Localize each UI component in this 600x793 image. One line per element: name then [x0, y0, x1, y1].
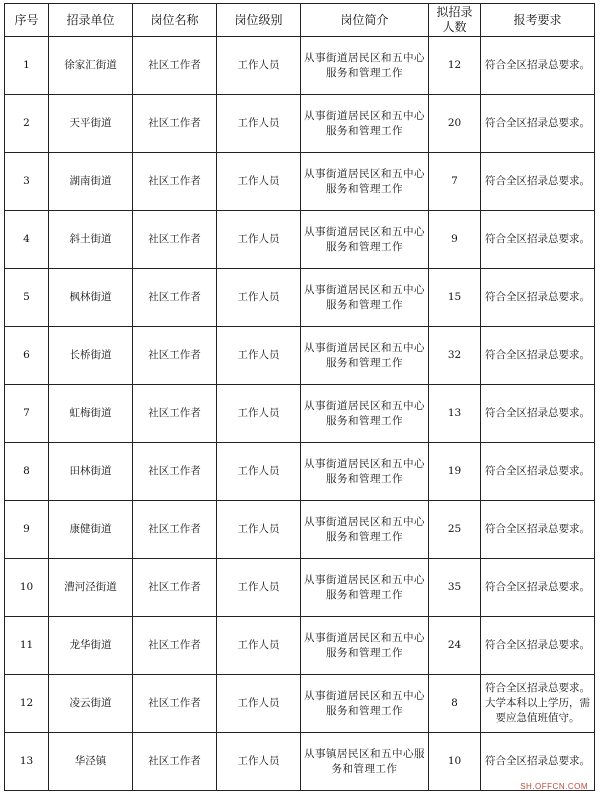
cell-position: 社区工作者: [133, 327, 217, 385]
table-row: [5, 617, 595, 675]
table-row: [5, 95, 595, 153]
table-row: [5, 211, 595, 269]
cell-count: 20: [429, 95, 481, 153]
cell-unit: 湖南街道: [49, 153, 133, 211]
cell-position: 社区工作者: [133, 617, 217, 675]
cell-requirements: 符合全区招录总要求。: [481, 501, 595, 559]
cell-requirements: 符合全区招录总要求。: [481, 385, 595, 443]
cell-no: 8: [5, 443, 49, 501]
cell-position: 社区工作者: [133, 269, 217, 327]
table-row: [5, 443, 595, 501]
cell-no: 11: [5, 617, 49, 675]
cell-unit: 漕河泾街道: [49, 559, 133, 617]
cell-position: 社区工作者: [133, 675, 217, 733]
cell-count: 25: [429, 501, 481, 559]
table-row: [5, 559, 595, 617]
table-row: [5, 675, 595, 733]
cell-position: 社区工作者: [133, 385, 217, 443]
cell-unit: 徐家汇街道: [49, 37, 133, 95]
cell-description: 从事街道居民区和五中心服务和管理工作: [301, 385, 429, 443]
table-row: [5, 385, 595, 443]
cell-position: 社区工作者: [133, 501, 217, 559]
cell-requirements: 符合全区招录总要求。: [481, 269, 595, 327]
cell-description: 从事街道居民区和五中心服务和管理工作: [301, 501, 429, 559]
cell-no: 13: [5, 733, 49, 791]
cell-level: 工作人员: [217, 327, 301, 385]
cell-count: 32: [429, 327, 481, 385]
table-row: [5, 733, 595, 791]
cell-level: 工作人员: [217, 269, 301, 327]
cell-unit: 康健街道: [49, 501, 133, 559]
cell-count: 8: [429, 675, 481, 733]
cell-description: 从事街道居民区和五中心服务和管理工作: [301, 269, 429, 327]
cell-level: 工作人员: [217, 675, 301, 733]
cell-position: 社区工作者: [133, 95, 217, 153]
cell-level: 工作人员: [217, 385, 301, 443]
cell-count: 24: [429, 617, 481, 675]
cell-level: 工作人员: [217, 443, 301, 501]
header-unit: 招录单位: [49, 4, 133, 37]
cell-level: 工作人员: [217, 211, 301, 269]
cell-count: 10: [429, 733, 481, 791]
header-level: 岗位级别: [217, 4, 301, 37]
cell-level: 工作人员: [217, 733, 301, 791]
cell-level: 工作人员: [217, 37, 301, 95]
table-header-row: [5, 4, 595, 37]
cell-description: 从事街道居民区和五中心服务和管理工作: [301, 95, 429, 153]
cell-no: 3: [5, 153, 49, 211]
cell-no: 6: [5, 327, 49, 385]
cell-no: 2: [5, 95, 49, 153]
cell-unit: 虹梅街道: [49, 385, 133, 443]
cell-level: 工作人员: [217, 153, 301, 211]
cell-description: 从事街道居民区和五中心服务和管理工作: [301, 443, 429, 501]
cell-position: 社区工作者: [133, 443, 217, 501]
cell-requirements: 符合全区招录总要求。: [481, 211, 595, 269]
cell-requirements: 符合全区招录总要求。: [481, 617, 595, 675]
cell-requirements: 符合全区招录总要求。: [481, 327, 595, 385]
cell-description: 从事街道居民区和五中心服务和管理工作: [301, 559, 429, 617]
cell-count: 15: [429, 269, 481, 327]
cell-count: 19: [429, 443, 481, 501]
header-description: 岗位简介: [301, 4, 429, 37]
recruitment-table: [4, 3, 595, 791]
cell-unit: 田林街道: [49, 443, 133, 501]
cell-no: 4: [5, 211, 49, 269]
cell-count: 7: [429, 153, 481, 211]
cell-unit: 天平街道: [49, 95, 133, 153]
cell-no: 10: [5, 559, 49, 617]
cell-position: 社区工作者: [133, 211, 217, 269]
cell-requirements: 符合全区招录总要求。: [481, 443, 595, 501]
cell-count: 13: [429, 385, 481, 443]
cell-no: 9: [5, 501, 49, 559]
table-row: [5, 269, 595, 327]
header-count: 拟招录人数: [429, 4, 481, 37]
cell-requirements: 符合全区招录总要求。: [481, 37, 595, 95]
cell-unit: 枫林街道: [49, 269, 133, 327]
cell-description: 从事街道居民区和五中心服务和管理工作: [301, 617, 429, 675]
cell-requirements: 符合全区招录总要求。: [481, 95, 595, 153]
cell-no: 5: [5, 269, 49, 327]
cell-position: 社区工作者: [133, 733, 217, 791]
cell-description: 从事街道居民区和五中心服务和管理工作: [301, 327, 429, 385]
cell-description: 从事街道居民区和五中心服务和管理工作: [301, 675, 429, 733]
cell-level: 工作人员: [217, 501, 301, 559]
cell-no: 7: [5, 385, 49, 443]
cell-description: 从事街道居民区和五中心服务和管理工作: [301, 37, 429, 95]
cell-unit: 斜土街道: [49, 211, 133, 269]
cell-requirements: 符合全区招录总要求。: [481, 733, 595, 791]
cell-count: 12: [429, 37, 481, 95]
watermark-text: SH.OFFCN.COM: [520, 782, 588, 791]
table-row: [5, 501, 595, 559]
cell-position: 社区工作者: [133, 559, 217, 617]
table-row: [5, 153, 595, 211]
cell-requirements: 符合全区招录总要求。: [481, 153, 595, 211]
cell-description: 从事街道居民区和五中心服务和管理工作: [301, 153, 429, 211]
cell-position: 社区工作者: [133, 153, 217, 211]
table-row: [5, 327, 595, 385]
cell-description: 从事镇居民区和五中心服务和管理工作: [301, 733, 429, 791]
cell-unit: 龙华街道: [49, 617, 133, 675]
cell-unit: 长桥街道: [49, 327, 133, 385]
cell-unit: 凌云街道: [49, 675, 133, 733]
cell-requirements: 符合全区招录总要求。大学本科以上学历，需要应急值班值守。: [481, 675, 595, 733]
table-row: [5, 37, 595, 95]
cell-no: 1: [5, 37, 49, 95]
cell-count: 9: [429, 211, 481, 269]
header-no: 序号: [5, 4, 49, 37]
cell-level: 工作人员: [217, 95, 301, 153]
cell-position: 社区工作者: [133, 37, 217, 95]
cell-no: 12: [5, 675, 49, 733]
cell-description: 从事街道居民区和五中心服务和管理工作: [301, 211, 429, 269]
cell-requirements: 符合全区招录总要求。: [481, 559, 595, 617]
cell-count: 35: [429, 559, 481, 617]
header-requirements: 报考要求: [481, 4, 595, 37]
cell-unit: 华泾镇: [49, 733, 133, 791]
cell-level: 工作人员: [217, 617, 301, 675]
header-position: 岗位名称: [133, 4, 217, 37]
cell-level: 工作人员: [217, 559, 301, 617]
